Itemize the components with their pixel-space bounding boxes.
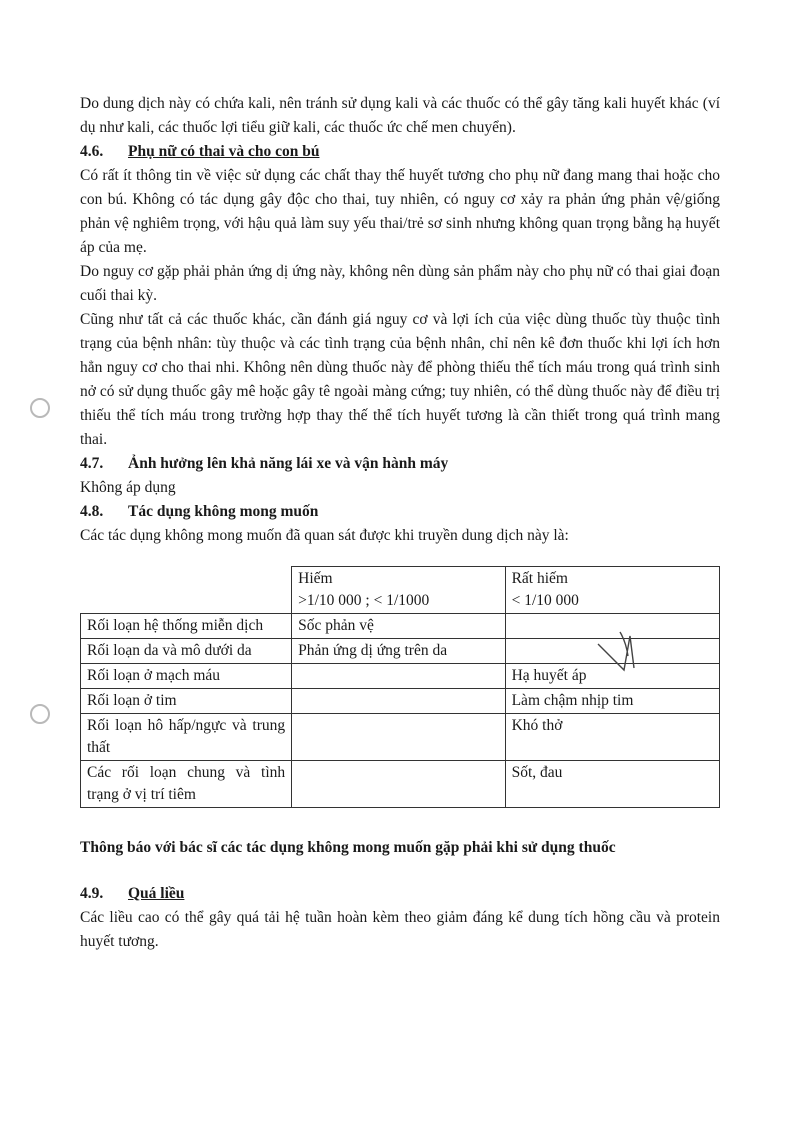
- s46-paragraph-2: Do nguy cơ gặp phải phản ứng dị ứng này, không nên dùng sản phẩm này cho phụ nữ có thai giai đoạn cuối thai kỳ.: [80, 263, 720, 304]
- s46-paragraph-1: Có rất ít thông tin về việc sử dụng các chất thay thế huyết tương cho phụ nữ đang mang thai hoặc cho con bú. Không có tác dụng gây độc cho thai, tuy nhiên, có nguy cơ xảy ra phản ứng phản vệ/giống phản vệ nghiêm trọng, với hậu quả làm suy yếu thai/trẻ sơ sinh nhưng không quan trọng bằng hạ huyết áp của mẹ.: [80, 167, 720, 256]
- section-number: 4.9.: [80, 885, 104, 902]
- binder-hole-top: [30, 398, 50, 418]
- section-title: Phụ nữ có thai và cho con bú: [128, 143, 320, 160]
- organ-cell: Rối loạn da và mô dưới da: [81, 639, 292, 664]
- header-rare-label: Hiếm: [298, 570, 333, 587]
- header-rare-frequency: >1/10 000 ; < 1/1000: [298, 592, 430, 609]
- header-very-rare-label: Rất hiếm: [511, 570, 568, 587]
- table-row: [81, 761, 720, 808]
- section-4-8-heading: [80, 500, 720, 524]
- document-page: [80, 92, 720, 954]
- organ-cell: Rối loạn ở tim: [81, 689, 292, 714]
- s47-body: Không áp dụng: [80, 479, 176, 496]
- table-row: [81, 714, 720, 761]
- organ-cell: Các rối loạn chung và tình trạng ở vị trí tiêm: [81, 761, 292, 808]
- section-title: Ảnh hưởng lên khả năng lái xe và vận hành máy: [128, 455, 449, 472]
- section-title: Quá liều: [128, 885, 185, 902]
- adverse-effects-notice: Thông báo với bác sĩ các tác dụng không mong muốn gặp phải khi sử dụng thuốc: [80, 839, 616, 856]
- s46-paragraph-3: Cũng như tất cả các thuốc khác, cần đánh giá nguy cơ và lợi ích của việc dùng thuốc tùy thuộc tình trạng của bệnh nhân: tùy thuộc và các tình trạng của bệnh nhân, chỉ nên kê đơn thuốc khi lợi ích hơn hẳn nguy cơ cho thai nhi. Không nên dùng thuốc này để phòng thiếu thể tích máu trong quá trình sinh nở có sử dụng thuốc gây mê hoặc gây tê ngoài màng cứng; tuy nhiên, có thể dùng thuốc này để điều trị thiếu thể tích máu trong trường hợp thay thế thể tích huyết tương là cần thiết trong quá trình mang thai.: [80, 311, 720, 448]
- rare-cell: [292, 664, 505, 689]
- rare-cell: [292, 689, 505, 714]
- organ-cell: Rối loạn hệ thống miễn dịch: [81, 614, 292, 639]
- section-4-6-heading: [80, 140, 720, 164]
- organ-cell: Rối loạn hô hấp/ngực và trung thất: [81, 714, 292, 761]
- rare-cell: [292, 761, 505, 808]
- s48-body: Các tác dụng không mong muốn đã quan sát được khi truyền dung dịch này là:: [80, 527, 569, 544]
- section-4-7-heading: [80, 452, 720, 476]
- table-header-row: [81, 567, 720, 614]
- header-very-rare: [505, 567, 719, 614]
- intro-paragraph: Do dung dịch này có chứa kali, nên tránh sử dụng kali và các thuốc có thể gây tăng kali huyết khác (ví dụ như kali, các thuốc lợi tiểu giữ kali, các thuốc ức chế men chuyển).: [80, 95, 720, 136]
- rare-cell: Sốc phản vệ: [292, 614, 505, 639]
- section-4-9-heading: [80, 882, 720, 906]
- section-number: 4.7.: [80, 455, 104, 472]
- adverse-effects-table: [80, 566, 720, 808]
- handwritten-initials: [590, 622, 650, 682]
- binder-hole-bottom: [30, 704, 50, 724]
- section-title: Tác dụng không mong muốn: [128, 503, 319, 520]
- header-empty-cell: [81, 567, 292, 614]
- header-very-rare-frequency: < 1/10 000: [511, 592, 579, 609]
- very-rare-cell: Làm chậm nhịp tim: [505, 689, 719, 714]
- section-number: 4.6.: [80, 143, 104, 160]
- section-number: 4.8.: [80, 503, 104, 520]
- rare-cell: Phản ứng dị ứng trên da: [292, 639, 505, 664]
- rare-cell: [292, 714, 505, 761]
- very-rare-cell: Sốt, đau: [505, 761, 719, 808]
- very-rare-cell: Hạ huyết áp: [505, 664, 719, 689]
- very-rare-cell: Khó thở: [505, 714, 719, 761]
- organ-cell: Rối loạn ở mạch máu: [81, 664, 292, 689]
- header-rare: [292, 567, 505, 614]
- table-row: [81, 689, 720, 714]
- s49-body: Các liều cao có thể gây quá tải hệ tuần hoàn kèm theo giảm đáng kể dung tích hồng cầu và protein huyết tương.: [80, 909, 720, 950]
